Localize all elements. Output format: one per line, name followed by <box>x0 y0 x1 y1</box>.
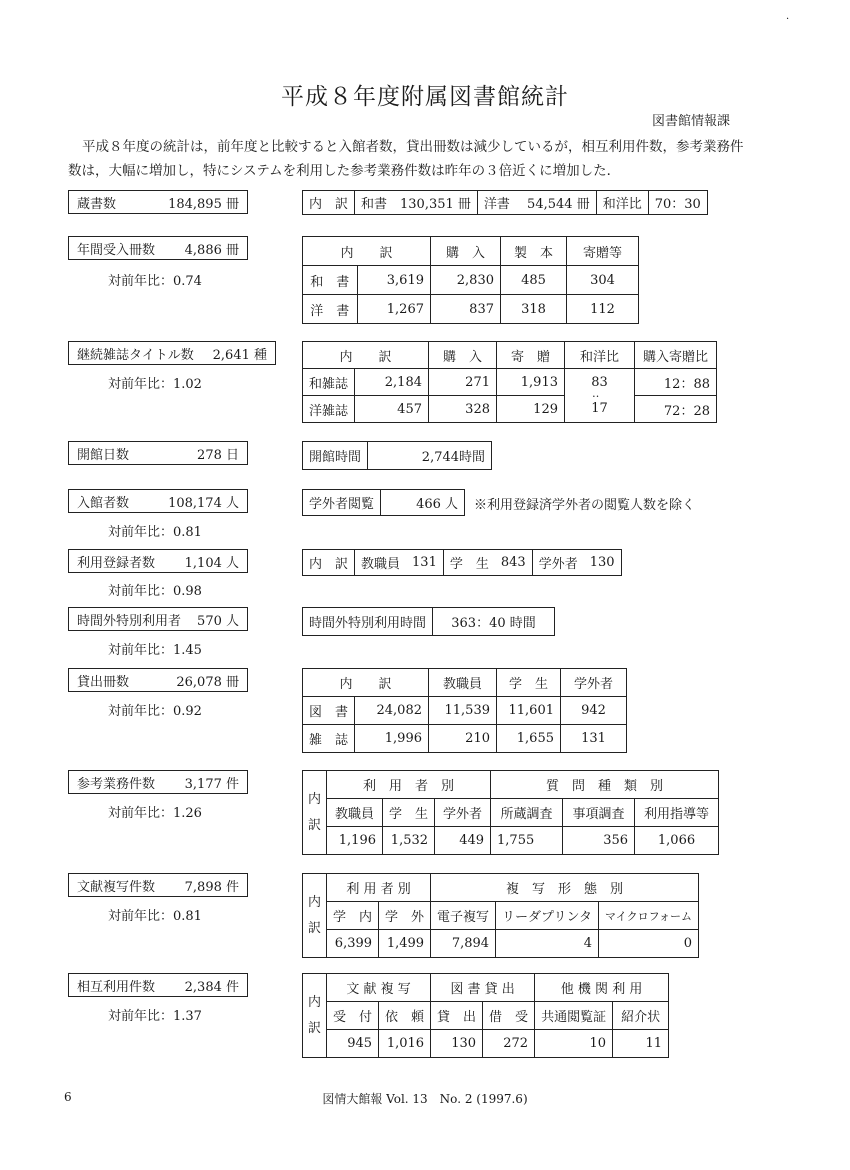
table-cell: 328 <box>429 396 497 423</box>
after-hours-table <box>302 607 555 636</box>
table-header: 利用指導等 <box>635 799 719 827</box>
books-value: 184,895 冊 <box>168 196 239 212</box>
visitors-label: 入館者数 <box>77 495 130 511</box>
table-header: 購 入 <box>429 342 497 369</box>
books-detail-cell: 和書 130,351 冊 <box>355 191 478 215</box>
table-cell: 363：40 時間 <box>433 608 555 636</box>
table-header: 共通閲覧証 <box>535 1002 613 1030</box>
page-title: 平成８年度附属図書館統計 <box>281 84 569 110</box>
table-header: 教職員 <box>429 669 497 697</box>
journals-ratio: 対前年比：1.02 <box>108 377 202 392</box>
table-cell: 72：28 <box>635 396 717 423</box>
books-label: 蔵書数 <box>77 196 117 212</box>
ratio-colon-mark: ‥ <box>592 387 600 400</box>
table-cell: 和 書 <box>303 266 358 295</box>
table-cell: 学外者閲覧 <box>303 490 381 516</box>
table-group-header: 文 献 複 写 <box>327 974 431 1002</box>
table-header: 学 内 <box>327 902 379 930</box>
table-cell: 雑 誌 <box>303 725 355 753</box>
department: 図書館情報課 <box>651 114 730 129</box>
table-cell: 7,894 <box>431 930 496 958</box>
table-header: 製 本 <box>501 237 567 266</box>
table-cell: 129 <box>497 396 565 423</box>
loans-box <box>68 668 248 692</box>
table-cell: 時間外特別利用時間 <box>303 608 433 636</box>
table-header: 事項調査 <box>563 799 635 827</box>
reference-box <box>68 770 248 794</box>
ill-label: 相互利用件数 <box>77 979 156 995</box>
table-cell: 466 人 <box>381 490 465 516</box>
table-cell: 3,619 <box>357 266 430 295</box>
acquisitions-label: 年間受入冊数 <box>77 242 156 258</box>
table-cell: 2,830 <box>431 266 501 295</box>
table-cell: 272 <box>483 1030 535 1058</box>
table-cell: 1,913 <box>497 369 565 396</box>
registered-label: 利用登録者数 <box>77 555 156 571</box>
journal-footer: 図情大館報 Vol. 13 No. 2 (1997.6) <box>322 1092 528 1106</box>
loans-value: 26,078 冊 <box>176 674 239 690</box>
ill-value: 2,384 件 <box>184 979 239 995</box>
copies-box <box>68 873 248 897</box>
table-group-header: 質 問 種 類 別 <box>491 771 719 799</box>
table-side-label: 内訳 <box>303 974 327 1058</box>
table-header: 寄贈等 <box>567 237 639 266</box>
table-cell: 449 <box>435 827 491 855</box>
corner-mark: · <box>786 14 790 25</box>
table-group-header: 他 機 関 利 用 <box>535 974 669 1002</box>
table-group-header: 利 用 者 別 <box>327 771 491 799</box>
acquisitions-ratio: 対前年比：0.74 <box>108 274 202 289</box>
table-header: 学 外 <box>379 902 431 930</box>
table-cell: 12：88 <box>635 369 717 396</box>
table-cell: 131 <box>561 725 627 753</box>
table-cell: 457 <box>355 396 429 423</box>
table-header: 貸 出 <box>431 1002 483 1030</box>
visitors-box <box>68 489 248 513</box>
table-cell: 0 <box>599 930 699 958</box>
books-detail-cell: 内 訳 <box>303 191 355 215</box>
table-header: 学 生 <box>497 669 561 697</box>
table-cell: 318 <box>501 295 567 324</box>
table-header: 内 訳 <box>303 342 429 369</box>
visitors-ratio: 対前年比：0.81 <box>108 525 202 540</box>
open-days-label: 開館日数 <box>77 447 130 463</box>
journals-value: 2,641 種 <box>212 347 267 363</box>
reference-label: 参考業務件数 <box>77 776 156 792</box>
table-cell: 485 <box>501 266 567 295</box>
page-number: 6 <box>64 1090 72 1104</box>
table-header: 学外者 <box>435 799 491 827</box>
table-cell: 1,996 <box>355 725 429 753</box>
books-detail-cell: 洋書 54,544 冊 <box>477 191 596 215</box>
table-group-header: 利 用 者 別 <box>327 874 431 902</box>
table-cell: 和雑誌 <box>303 369 355 396</box>
table-cell: 1,755 <box>491 827 563 855</box>
books-box <box>68 190 248 214</box>
open-hours-table <box>302 441 492 470</box>
table-cell: 24,082 <box>355 697 429 725</box>
table-cell: 洋雑誌 <box>303 396 355 423</box>
table-cell: 4 <box>496 930 599 958</box>
table-cell: 112 <box>567 295 639 324</box>
intro-paragraph: 平成８年度の統計は，前年度と比較すると入館者数，貸出冊数は減少しているが，相互利用件数，参考業務件数は，大幅に増加し，特にシステムを利用した参考業務件数は昨年の３倍近くに増加した． <box>68 139 744 179</box>
table-cell: 843 <box>495 550 532 576</box>
acquisitions-box <box>68 236 248 260</box>
table-cell: 1,196 <box>327 827 383 855</box>
table-cell: 教職員 <box>355 550 407 576</box>
table-cell: 304 <box>567 266 639 295</box>
table-cell: 1,066 <box>635 827 719 855</box>
table-cell: 6,399 <box>327 930 379 958</box>
table-header: 購 入 <box>431 237 501 266</box>
table-cell: 2,744時間 <box>368 442 492 470</box>
table-cell: 837 <box>431 295 501 324</box>
table-header: リーダプリンタ <box>496 902 599 930</box>
table-cell: 洋 書 <box>303 295 358 324</box>
table-cell: 10 <box>535 1030 613 1058</box>
registered-value: 1,104 人 <box>184 555 239 571</box>
table-cell: 131 <box>406 550 443 576</box>
ill-ratio: 対前年比：1.37 <box>108 1009 202 1024</box>
table-cell: 11 <box>613 1030 669 1058</box>
table-header: 電子複写 <box>431 902 496 930</box>
after-hours-label: 時間外特別利用者 <box>77 613 182 629</box>
table-group-header: 複 写 形 態 別 <box>431 874 699 902</box>
table-header: 和洋比 <box>565 342 635 369</box>
table-header: 依 頼 <box>379 1002 431 1030</box>
table-cell: 356 <box>563 827 635 855</box>
ill-box <box>68 973 248 997</box>
copies-table <box>302 873 699 958</box>
books-detail-cell: 和洋比 <box>596 191 648 215</box>
table-cell: 学 生 <box>443 550 495 576</box>
table-cell: 内 訳 <box>303 550 355 576</box>
table-cell: 2,184 <box>355 369 429 396</box>
registered-ratio: 対前年比：0.98 <box>108 584 202 599</box>
table-header: 借 受 <box>483 1002 535 1030</box>
after-hours-ratio: 対前年比：1.45 <box>108 643 202 658</box>
table-cell: 271 <box>429 369 497 396</box>
table-cell: 11,539 <box>429 697 497 725</box>
table-side-label: 内訳 <box>303 874 327 958</box>
table-cell: 942 <box>561 697 627 725</box>
after-hours-box <box>68 607 248 631</box>
visitors-value: 108,174 人 <box>168 495 239 511</box>
table-header: 内 訳 <box>303 669 429 697</box>
ill-table <box>302 973 669 1058</box>
loans-ratio: 対前年比：0.92 <box>108 704 202 719</box>
journals-label: 継続雑誌タイトル数 <box>77 347 194 363</box>
table-header: 学外者 <box>561 669 627 697</box>
table-header: 内 訳 <box>303 237 431 266</box>
table-cell: 1,499 <box>379 930 431 958</box>
table-side-label: 内訳 <box>303 771 327 855</box>
loans-label: 貸出冊数 <box>77 674 130 690</box>
loans-table <box>302 668 627 753</box>
table-header: 紹介状 <box>613 1002 669 1030</box>
table-cell: 130 <box>584 550 621 576</box>
registered-detail-table <box>302 549 622 576</box>
table-cell: 11,601 <box>497 697 561 725</box>
copies-label: 文献複写件数 <box>77 879 156 895</box>
table-cell: 210 <box>429 725 497 753</box>
table-cell: 図 書 <box>303 697 355 725</box>
table-header: 受 付 <box>327 1002 379 1030</box>
table-cell: 1,267 <box>357 295 430 324</box>
outside-visitors-table <box>302 489 465 516</box>
table-header: 購入寄贈比 <box>635 342 717 369</box>
table-cell: 1,655 <box>497 725 561 753</box>
table-header: マイクロフォーム <box>599 902 699 930</box>
table-header: 所蔵調査 <box>491 799 563 827</box>
table-header: 寄 贈 <box>497 342 565 369</box>
journals-table <box>302 341 717 423</box>
journals-box <box>68 341 276 365</box>
table-cell: 1,016 <box>379 1030 431 1058</box>
open-days-value: 278 日 <box>197 447 239 463</box>
copies-ratio: 対前年比：0.81 <box>108 909 202 924</box>
table-cell: 学外者 <box>532 550 584 576</box>
table-cell: 1,532 <box>383 827 435 855</box>
books-detail-table <box>302 190 708 215</box>
table-header: 教職員 <box>327 799 383 827</box>
acquisitions-value: 4,886 冊 <box>184 242 239 258</box>
table-cell: 開館時間 <box>303 442 368 470</box>
acquisitions-table <box>302 236 639 324</box>
table-group-header: 図 書 貸 出 <box>431 974 535 1002</box>
reference-table <box>302 770 719 855</box>
registered-box <box>68 549 248 573</box>
open-days-box <box>68 441 248 465</box>
after-hours-value: 570 人 <box>197 613 239 629</box>
table-cell: 83 <box>565 369 635 396</box>
reference-value: 3,177 件 <box>184 776 239 792</box>
table-cell: 945 <box>327 1030 379 1058</box>
visitors-note: ※利用登録済学外者の閲覧人数を除く <box>474 498 696 513</box>
table-cell: 17 <box>565 396 635 423</box>
table-header: 学 生 <box>383 799 435 827</box>
books-detail-cell: 70：30 <box>648 191 707 215</box>
copies-value: 7,898 件 <box>184 879 239 895</box>
reference-ratio: 対前年比：1.26 <box>108 806 202 821</box>
table-cell: 130 <box>431 1030 483 1058</box>
